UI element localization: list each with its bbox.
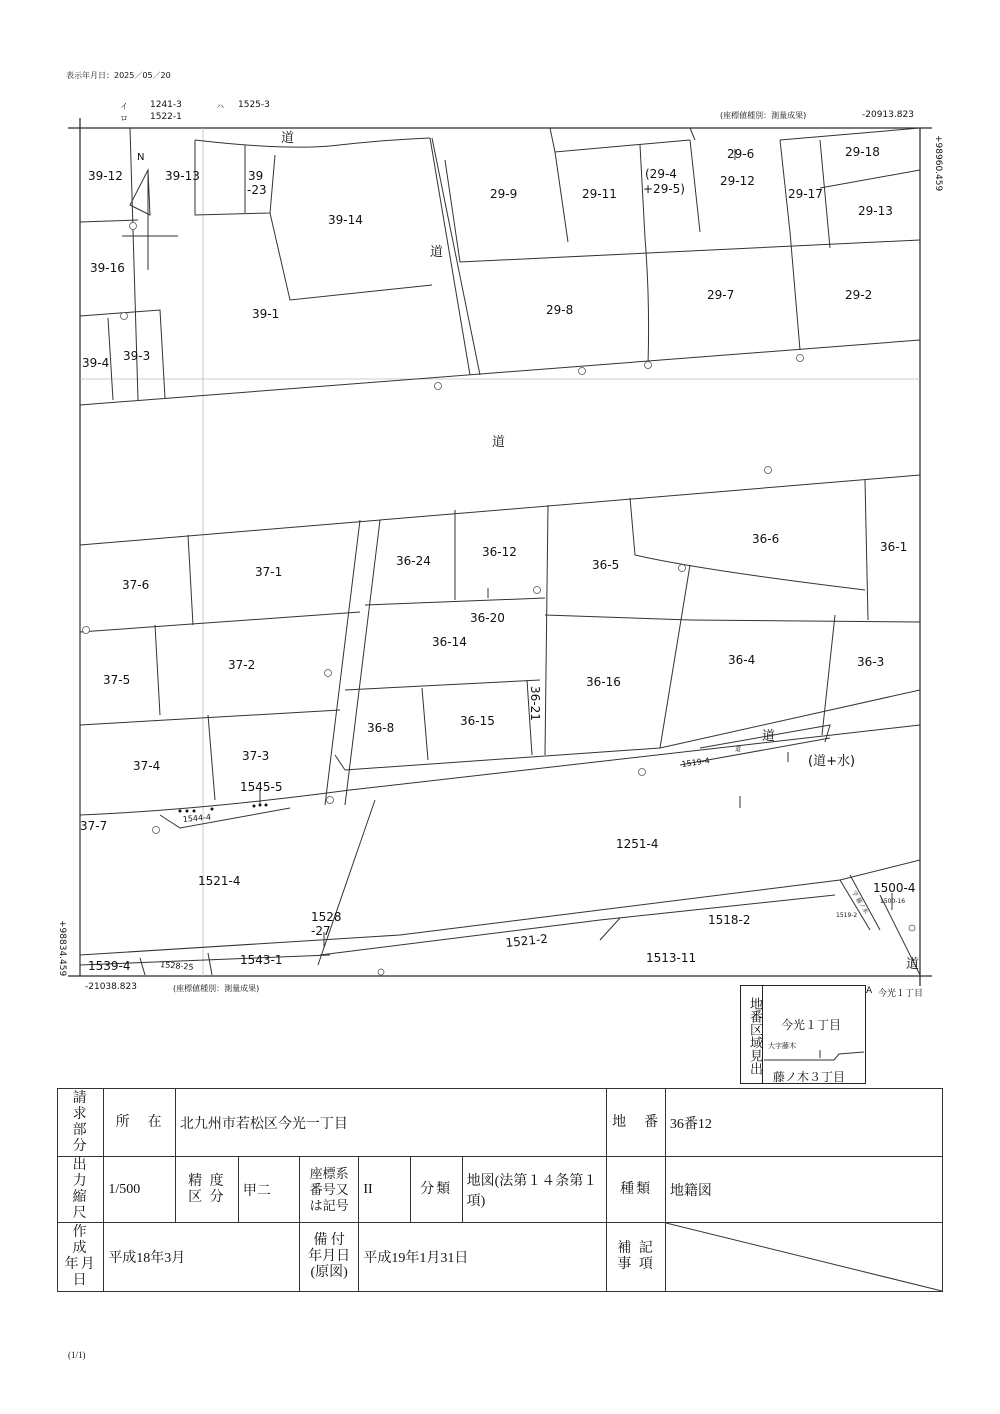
parcel-29-4-b: +29-5) xyxy=(643,182,685,196)
parcel-29-18: 29-18 xyxy=(845,145,880,159)
type-value: 地籍図 xyxy=(665,1157,942,1223)
parcel-37-7: 37-7 xyxy=(80,819,108,833)
parcel-29-4-a: (29-4 xyxy=(645,167,677,181)
parcel-39-23-a: 39 xyxy=(248,169,264,183)
parcel-29-9: 29-9 xyxy=(490,187,518,201)
note-label: 補 記 事 項 xyxy=(607,1223,666,1292)
parcel-36-14: 36-14 xyxy=(432,635,467,649)
created-value: 平成18年3月 xyxy=(104,1223,300,1292)
parcel-1544-4: 1544-4 xyxy=(182,812,212,824)
index-area-top: 今光１丁目 xyxy=(781,1018,842,1032)
page-number: (1/1) xyxy=(68,1350,86,1360)
display-date: 表示年月日：2025／05／20 xyxy=(66,71,171,80)
parcel-39-14: 39-14 xyxy=(328,213,363,227)
parcel-29-11: 29-11 xyxy=(582,187,617,201)
accuracy-label: 精 度 区 分 xyxy=(175,1157,238,1223)
parcel-1543-1: 1543-1 xyxy=(240,953,283,967)
created-label: 作 成 年月日 xyxy=(58,1223,104,1292)
parcel-1528-25: 1528-25 xyxy=(159,960,194,972)
scale-label: 出 力 縮 尺 xyxy=(58,1157,104,1223)
index-boundary-line xyxy=(764,1048,864,1064)
parcel-37-4: 37-4 xyxy=(133,759,161,773)
coord-system-value: II xyxy=(359,1157,410,1223)
parcel-1518-2: 1518-2 xyxy=(708,913,751,927)
note-value xyxy=(665,1223,942,1292)
parcel-29-12: 29-12 xyxy=(720,174,755,188)
parcel-36-6: 36-6 xyxy=(752,532,780,546)
parcel-1545-5: 1545-5 xyxy=(240,780,283,794)
note-strike xyxy=(666,1223,942,1291)
legend-ro-mark: ロ xyxy=(120,114,128,123)
parcel-39-13: 39-13 xyxy=(165,169,200,183)
request-label: 請 求 部 分 xyxy=(58,1089,104,1157)
class-value: 地図(法第１４条第１項) xyxy=(462,1157,607,1223)
parcel-36-3: 36-3 xyxy=(857,655,885,669)
scale-value: 1/500 xyxy=(104,1157,176,1223)
coord-y-right: +98960.459 xyxy=(933,135,943,192)
location-value: 北九州市若松区今光一丁目 xyxy=(175,1089,606,1157)
road-label-tiny: 道 xyxy=(735,746,742,753)
aza-fujinoki-small: 字 藤ノ木 xyxy=(850,889,870,916)
parcel-36-8: 36-8 xyxy=(367,721,395,735)
index-map-title: 地番区域見出 xyxy=(741,986,763,1083)
index-marker-label: 今光１丁目 xyxy=(878,989,924,999)
class-label: 分類 xyxy=(410,1157,462,1223)
parcel-29-7: 29-7 xyxy=(707,288,735,302)
parcel-39-1: 39-1 xyxy=(252,307,280,321)
legend-ro-value: 1522-1 xyxy=(150,112,182,122)
type-label: 種類 xyxy=(607,1157,666,1223)
lot-value: 36番12 xyxy=(665,1089,942,1157)
road-label-top: 道 xyxy=(281,131,295,146)
parcel-29-13: 29-13 xyxy=(858,204,893,218)
parcel-37-6: 37-6 xyxy=(122,578,150,592)
north-label: N xyxy=(137,152,145,163)
parcel-36-20: 36-20 xyxy=(470,611,505,625)
parcel-29-2: 29-2 xyxy=(845,288,873,302)
parcel-1528-27-b: -27 xyxy=(311,924,331,938)
parcel-37-3: 37-3 xyxy=(242,749,270,763)
parcel-1521-4: 1521-4 xyxy=(198,874,241,888)
info-table xyxy=(57,1088,943,1292)
parcel-1519-4: 1519-4 xyxy=(681,756,711,769)
index-area-bottom: 藤ノ木３丁目 xyxy=(773,1070,846,1084)
coord-type-top: (座標値種別：測量成果) xyxy=(720,111,807,120)
index-map-box xyxy=(740,985,866,1084)
parcel-36-1: 36-1 xyxy=(880,540,908,554)
parcel-37-2: 37-2 xyxy=(228,658,256,672)
legend-ha-value: 1525-3 xyxy=(238,100,270,110)
parcel-39-3: 39-3 xyxy=(123,349,151,363)
parcel-36-21: 36-21 xyxy=(528,686,542,721)
parcel-36-4: 36-4 xyxy=(728,653,756,667)
parcel-36-12: 36-12 xyxy=(482,545,517,559)
parcel-29-6: 29-6 xyxy=(727,147,755,161)
parcel-36-16: 36-16 xyxy=(586,675,621,689)
parcel-1500-16: 1500-16 xyxy=(880,898,906,905)
parcel-36-24: 36-24 xyxy=(396,554,431,568)
kept-label: 備 付 年月日 (原図) xyxy=(299,1223,358,1292)
index-marker: A xyxy=(866,986,873,996)
index-aza: 大字藤木 xyxy=(768,1042,796,1050)
parcel-39-12: 39-12 xyxy=(88,169,123,183)
parcel-29-17: 29-17 xyxy=(788,187,823,201)
road-label-vertical: 道 xyxy=(430,245,444,260)
parcel-1251-4: 1251-4 xyxy=(616,837,659,851)
parcel-36-5: 36-5 xyxy=(592,558,620,572)
parcel-1539-4: 1539-4 xyxy=(88,959,131,973)
legend-i-mark: イ xyxy=(120,102,128,111)
parcel-1500-4: 1500-4 xyxy=(873,881,916,895)
location-label: 所 在 xyxy=(104,1089,176,1157)
parcel-37-1: 37-1 xyxy=(255,565,283,579)
parcel-39-23-b: -23 xyxy=(247,183,267,197)
lot-label: 地 番 xyxy=(607,1089,666,1157)
coord-y-left: +98834.459 xyxy=(57,920,67,977)
parcel-1521-2: 1521-2 xyxy=(504,931,549,950)
parcel-1519-2: 1519-2 xyxy=(836,912,858,919)
road-label-lower: 道 xyxy=(762,729,776,744)
road-label-corner: 道 xyxy=(906,957,920,972)
legend-ha-mark: ハ xyxy=(216,102,224,111)
parcel-39-4: 39-4 xyxy=(82,356,110,370)
parcel-39-16: 39-16 xyxy=(90,261,125,275)
survey-points xyxy=(83,223,916,976)
kept-value: 平成19年1月31日 xyxy=(359,1223,607,1292)
parcel-1528-27-a: 1528 xyxy=(311,910,342,924)
coord-x-bottom: -21038.823 xyxy=(85,982,137,992)
coord-x-top: -20913.823 xyxy=(862,110,914,120)
parcel-36-15: 36-15 xyxy=(460,714,495,728)
coord-system-label: 座標系 番号又 は記号 xyxy=(299,1157,358,1223)
road-water-label: (道+水) xyxy=(808,754,856,769)
coord-type-bottom: (座標値種別：測量成果) xyxy=(173,984,260,993)
accuracy-value: 甲二 xyxy=(238,1157,299,1223)
road-label-main: 道 xyxy=(492,435,506,450)
legend-i-value: 1241-3 xyxy=(150,100,182,110)
parcel-29-8: 29-8 xyxy=(546,303,574,317)
parcel-37-5: 37-5 xyxy=(103,673,131,687)
parcel-1513-11: 1513-11 xyxy=(646,951,697,965)
